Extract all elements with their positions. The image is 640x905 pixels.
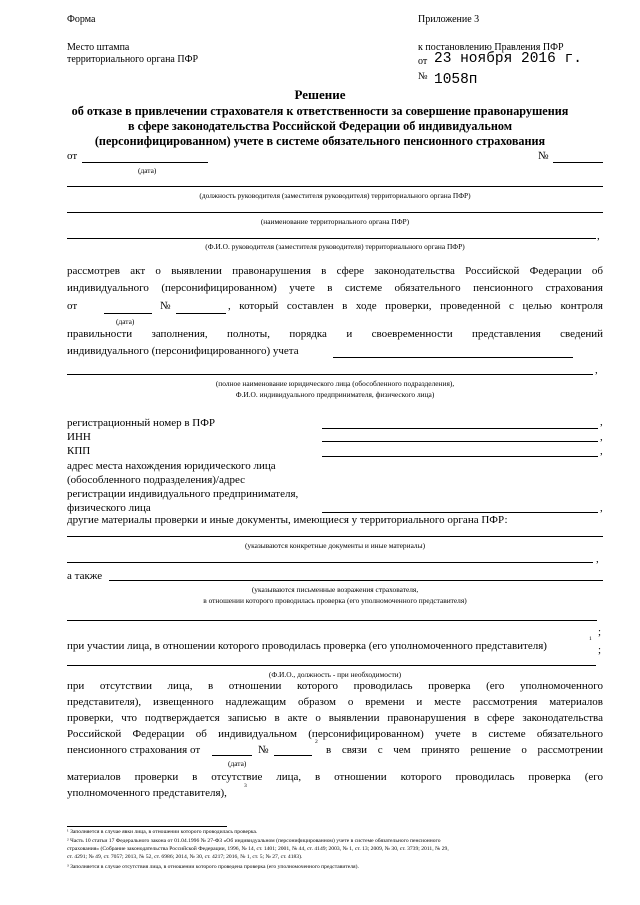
presence-label: при участии лица, в отношении которого проводилась проверка (его уполномоченного представителя)	[67, 640, 547, 652]
address-label-1: адрес места нахождения юридического лица	[67, 460, 276, 472]
number-label: №	[538, 150, 549, 162]
inn-label: ИНН	[67, 431, 91, 443]
stamp-place-line1: Место штампа	[67, 42, 130, 53]
head-fio-field[interactable]	[67, 238, 596, 239]
absence-text-line-5b: в связи с чем принято решение о рассмотрении	[326, 744, 603, 756]
absence-date-caption: (дата)	[228, 759, 247, 768]
objections-caption-1: (указываются письменные возражения страхователя,	[251, 585, 419, 594]
footnote-separator	[67, 826, 227, 827]
appendix-label: Приложение 3	[418, 14, 480, 25]
footnote-ref-1: 1	[589, 636, 592, 642]
legal-entity-caption-2: Ф.И.О. индивидуального предпринимателя, физического лица)	[235, 390, 435, 399]
number-field[interactable]	[553, 162, 603, 163]
footnote-ref-3: 3	[244, 783, 247, 789]
title-line-2: в сфере законодательства Российской Федерации об индивидуальном	[127, 119, 513, 133]
date-caption: (дата)	[138, 166, 157, 175]
decree-date-prefix: от	[418, 56, 428, 67]
materials-text-line-1: материалов проверки в отсутствие лица, в отношении которого проводилась проверка (его	[67, 771, 603, 783]
decree-num-prefix: №	[418, 71, 428, 82]
date-field[interactable]	[82, 162, 208, 163]
kpp-label: КПП	[67, 445, 91, 457]
documents-field[interactable]	[67, 536, 603, 537]
footnote-2-line-1: ² Часть 10 статьи 17 Федерального закона от 01.04.1996 № 27-ФЗ «Об индивидуальном (персонифицированном) учете в системе обязательного пенсионного	[67, 838, 441, 844]
absence-date-field[interactable]	[212, 755, 252, 756]
footnote-ref-2: 2	[315, 739, 318, 745]
absence-text-line-2: представителя), извещенного надлежащим образом о времени и месте рассмотрения материалов	[67, 696, 603, 708]
act-text-line-1: рассмотрев акт о выявлении правонарушения в сфере законодательства Российской Федерации об	[67, 265, 603, 277]
comma: ,	[600, 416, 603, 428]
comma: ,	[600, 431, 603, 443]
absence-text-line-1: при отсутствии лица, в отношении которого проводилась проверка (его уполномоченного	[67, 680, 603, 692]
position-caption: (должность руководителя (заместителя руководителя) территориального органа ПФР)	[199, 191, 471, 200]
other-materials-label: другие материалы проверки и иные документы, имеющиеся у территориального органа ПФР:	[67, 514, 508, 526]
presence-field[interactable]	[67, 665, 596, 666]
organ-name-caption: (наименование территориального органа ПФР)	[260, 217, 410, 226]
accounting-field[interactable]	[333, 357, 573, 358]
title-line-3: (персонифицированном) учете в системе обязательного пенсионного страхования	[94, 134, 546, 148]
comma: ,	[596, 553, 599, 565]
absence-number-field[interactable]	[274, 755, 312, 756]
footnote-2-line-3: ст. 4291; № 49, ст. 7057; 2013, № 52, ст. 6986; 2014, № 30, ст. 4217; 2016, № 1, ст. 5; № 27, ст. 4183).	[67, 854, 303, 860]
comma: ,	[595, 364, 598, 376]
form-label: Форма	[67, 14, 96, 25]
absence-num-label: №	[258, 744, 269, 756]
stamp-place-line2: территориального органа ПФР	[67, 54, 199, 65]
absence-text-line-5: пенсионного страхования от	[67, 744, 201, 756]
act-num-label: №	[160, 300, 171, 312]
semicolon: ;	[598, 626, 602, 638]
act-number-field[interactable]	[176, 313, 226, 314]
act-text-line-3: , который составлен в ходе проверки, проведенной с целью контроля	[228, 300, 603, 312]
kpp-field[interactable]	[322, 456, 598, 457]
act-from-label: от	[67, 300, 78, 312]
comma: ,	[600, 445, 603, 457]
also-label: а также	[67, 570, 103, 582]
footnote-3: ³ Заполняется в случае отсутствия лица, в отношении которого проведена проверка (его уполномоченного представителя).	[67, 864, 359, 870]
date-from-label: от	[67, 150, 78, 162]
footnote-2-line-2: страхования» (Собрание законодательства Российской Федерации, 1996, № 14, ст. 1401; 2001, № 44, ст. 4149; 2003, № 1, ст. 13; 2009, № 30, ст. 3739; 2011, № 29,	[67, 846, 449, 852]
title-line-1: об отказе в привлечении страхователя к ответственности за совершение правонарушения	[71, 104, 569, 118]
act-text-line-4: правильности заполнения, полноты, порядка и своевременности представления сведений	[67, 328, 603, 340]
materials-text-line-2: уполномоченного представителя),	[67, 787, 227, 799]
act-date-field[interactable]	[104, 313, 152, 314]
absence-text-line-4: Российской Федерации об индивидуальном (персонифицированном) учете в системе обязательного	[67, 728, 603, 740]
act-text-line-5: индивидуального (персонифицированного) учета	[67, 345, 299, 357]
head-fio-caption: (Ф.И.О. руководителя (заместителя руководителя) территориального органа ПФР)	[205, 242, 465, 251]
inn-field[interactable]	[322, 441, 598, 442]
organ-name-field[interactable]	[67, 212, 603, 213]
address-label-3: регистрации индивидуального предпринимателя,	[67, 488, 299, 500]
act-date-caption: (дата)	[116, 317, 135, 326]
reg-number-field[interactable]	[322, 428, 598, 429]
decree-line: к постановлению Правления ПФР	[418, 42, 564, 53]
absence-text-line-3: проверки, что подтверждается записью в акте о выявлении правонарушения в сфере законодательства	[67, 712, 603, 724]
documents-caption: (указываются конкретные документы и иные материалы)	[244, 541, 426, 550]
act-text-line-2: индивидуального (персонифицированном) учете в системе обязательного пенсионного страхования	[67, 282, 603, 294]
address-label-4: физического лица	[67, 502, 151, 514]
documents-field-2[interactable]	[67, 562, 593, 563]
objections-caption-2: в отношении которого проводилась проверка (его уполномоченного представителя)	[203, 596, 467, 605]
comma: ,	[597, 230, 600, 242]
decree-number: 1058п	[434, 72, 478, 88]
comma: ,	[600, 502, 603, 514]
fio-position-caption: (Ф.И.О., должность - при необходимости)	[268, 670, 402, 679]
legal-entity-field[interactable]	[67, 374, 593, 375]
footnote-1: ¹ Заполняется в случае явки лица, в отношении которого проводилась проверка.	[67, 829, 258, 835]
legal-entity-caption-1: (полное наименование юридического лица (обособленного подразделения),	[215, 379, 455, 388]
reg-number-label: регистрационный номер в ПФР	[67, 417, 216, 429]
document-title: Решение	[294, 87, 346, 102]
semicolon: ;	[598, 644, 602, 656]
decree-date: 23 ноября 2016 г.	[434, 51, 582, 67]
objections-field[interactable]	[109, 580, 603, 581]
objections-field-2[interactable]	[67, 620, 597, 621]
address-field[interactable]	[322, 512, 598, 513]
position-field[interactable]	[67, 186, 603, 187]
address-label-2: (обособленного подразделения)/адрес	[67, 474, 245, 486]
